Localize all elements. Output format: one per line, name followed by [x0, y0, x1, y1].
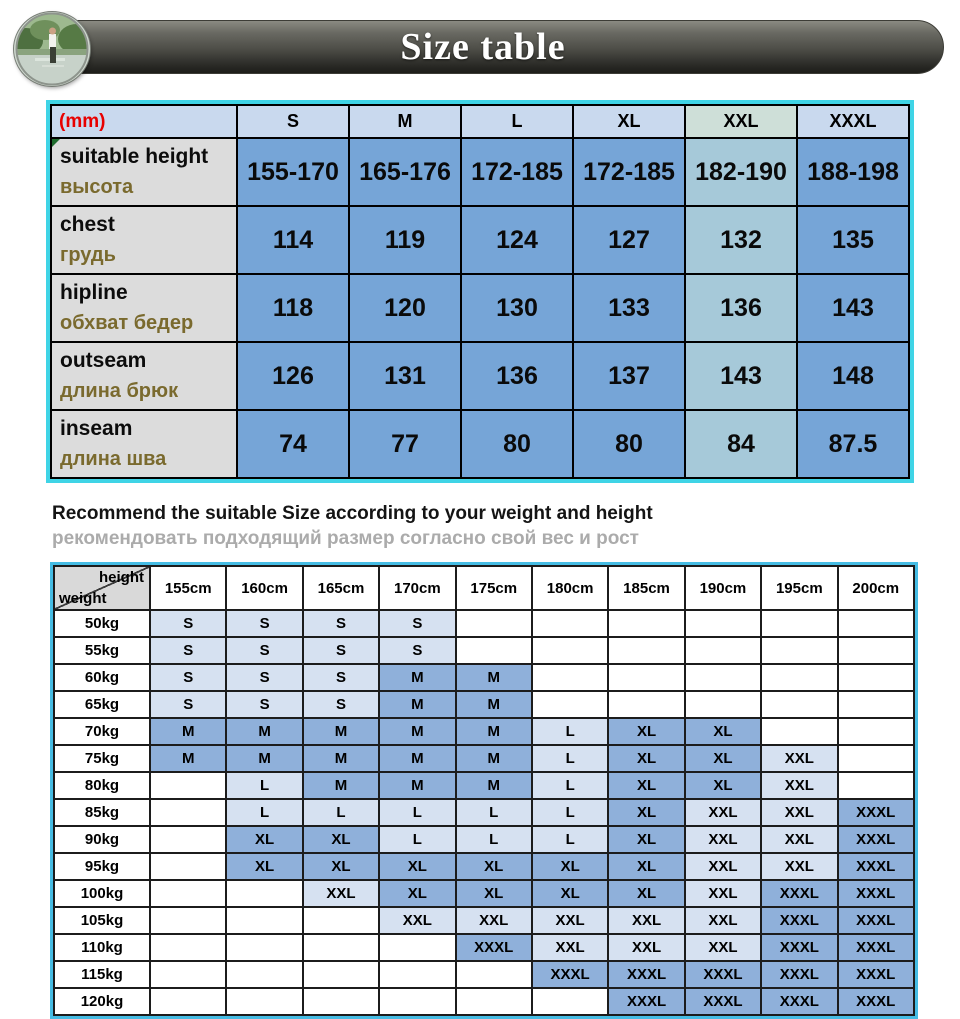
- fit-size-cell: M: [379, 664, 455, 691]
- size-value-cell: 188-198: [797, 138, 909, 206]
- fit-size-cell: XXL: [685, 826, 761, 853]
- fit-size-cell: L: [532, 718, 608, 745]
- fit-empty-cell: [150, 988, 226, 1015]
- fit-size-cell: XL: [532, 853, 608, 880]
- fit-size-cell: L: [379, 826, 455, 853]
- size-value-cell: 182-190: [685, 138, 797, 206]
- fit-size-cell: XL: [608, 799, 684, 826]
- size-column-header-xxxl: XXXL: [797, 105, 909, 138]
- fit-empty-cell: [150, 880, 226, 907]
- fit-size-cell: XXL: [761, 745, 837, 772]
- fit-size-cell: M: [379, 718, 455, 745]
- weight-row-header-60kg: 60kg: [54, 664, 150, 691]
- fit-empty-cell: [532, 664, 608, 691]
- fit-size-cell: S: [303, 664, 379, 691]
- fit-size-cell: XXXL: [838, 988, 914, 1015]
- fit-size-cell: XXL: [532, 934, 608, 961]
- fit-size-cell: M: [303, 772, 379, 799]
- recommend-text-ru: рекомендовать подходящий размер согласно свой вес и рост: [52, 528, 639, 549]
- fit-size-cell: XL: [226, 853, 302, 880]
- fit-empty-cell: [150, 907, 226, 934]
- size-column-header-xxl: XXL: [685, 105, 797, 138]
- fit-size-cell: M: [456, 718, 532, 745]
- fit-size-cell: XXXL: [838, 934, 914, 961]
- fit-row: [54, 880, 914, 907]
- fit-size-cell: L: [226, 772, 302, 799]
- corner-label-weight: weight: [59, 590, 107, 607]
- fit-empty-cell: [838, 745, 914, 772]
- fit-size-cell: XL: [379, 880, 455, 907]
- weight-row-header-110kg: 110kg: [54, 934, 150, 961]
- size-value-cell: 80: [461, 410, 573, 478]
- weight-row-header-85kg: 85kg: [54, 799, 150, 826]
- fit-size-cell: XL: [685, 745, 761, 772]
- weight-row-header-90kg: 90kg: [54, 826, 150, 853]
- size-value-cell: 148: [797, 342, 909, 410]
- fit-size-cell: S: [226, 664, 302, 691]
- corner-label-height: height: [99, 569, 144, 586]
- fit-size-cell: XXXL: [761, 934, 837, 961]
- size-value-cell: 127: [573, 206, 685, 274]
- measurement-label-en: suitable height: [60, 145, 209, 169]
- recommend-text-en: Recommend the suitable Size according to your weight and height: [52, 503, 653, 524]
- fit-row: [54, 664, 914, 691]
- size-value-cell: 132: [685, 206, 797, 274]
- fit-empty-cell: [761, 664, 837, 691]
- fit-size-cell: S: [150, 637, 226, 664]
- weight-row-header-65kg: 65kg: [54, 691, 150, 718]
- size-value-cell: 114: [237, 206, 349, 274]
- size-value-cell: 124: [461, 206, 573, 274]
- fit-size-cell: XXL: [685, 934, 761, 961]
- weight-row-header-95kg: 95kg: [54, 853, 150, 880]
- nature-photo-icon: [14, 12, 90, 86]
- fit-size-cell: XXL: [685, 799, 761, 826]
- fit-empty-cell: [150, 772, 226, 799]
- fit-size-cell: XL: [608, 718, 684, 745]
- fit-size-cell: L: [532, 745, 608, 772]
- fit-row: [54, 610, 914, 637]
- size-value-cell: 136: [461, 342, 573, 410]
- measurement-row: [51, 342, 909, 410]
- weight-row-header-120kg: 120kg: [54, 988, 150, 1015]
- size-value-cell: 136: [685, 274, 797, 342]
- size-value-cell: 172-185: [461, 138, 573, 206]
- size-column-header-s: S: [237, 105, 349, 138]
- fit-size-cell: XL: [532, 880, 608, 907]
- height-column-header-200cm: 200cm: [838, 566, 914, 610]
- fit-empty-cell: [838, 772, 914, 799]
- fit-size-cell: S: [226, 637, 302, 664]
- fit-empty-cell: [608, 637, 684, 664]
- fit-empty-cell: [379, 988, 455, 1015]
- fit-size-cell: XXL: [608, 907, 684, 934]
- fit-empty-cell: [226, 907, 302, 934]
- fit-size-cell: M: [150, 718, 226, 745]
- size-value-cell: 126: [237, 342, 349, 410]
- fit-size-cell: XXL: [761, 799, 837, 826]
- fit-size-cell: XL: [608, 853, 684, 880]
- fit-size-cell: XXL: [685, 907, 761, 934]
- size-value-cell: 131: [349, 342, 461, 410]
- fit-empty-cell: [532, 691, 608, 718]
- fit-size-cell: XL: [226, 826, 302, 853]
- page-title: Size table: [400, 26, 566, 68]
- fit-size-cell: XXXL: [838, 799, 914, 826]
- fit-size-cell: S: [303, 610, 379, 637]
- fit-size-cell: XXXL: [761, 880, 837, 907]
- unit-label: (mm): [51, 105, 237, 138]
- fit-empty-cell: [379, 961, 455, 988]
- height-column-header-185cm: 185cm: [608, 566, 684, 610]
- fit-size-cell: M: [226, 745, 302, 772]
- fit-size-cell: S: [379, 637, 455, 664]
- fit-empty-cell: [608, 664, 684, 691]
- fit-size-cell: XXXL: [685, 961, 761, 988]
- fit-size-cell: M: [379, 745, 455, 772]
- fit-size-cell: XL: [608, 745, 684, 772]
- measurement-label: [51, 206, 237, 274]
- fit-size-cell: XXXL: [685, 988, 761, 1015]
- fit-row: [54, 907, 914, 934]
- fit-size-cell: XXXL: [456, 934, 532, 961]
- garment-size-table: [50, 104, 910, 479]
- fit-size-cell: XXXL: [761, 988, 837, 1015]
- fit-size-cell: XXL: [456, 907, 532, 934]
- fit-size-cell: M: [379, 691, 455, 718]
- height-column-header-155cm: 155cm: [150, 566, 226, 610]
- fit-empty-cell: [303, 934, 379, 961]
- weight-row-header-75kg: 75kg: [54, 745, 150, 772]
- measurement-label: [51, 342, 237, 410]
- measurement-label-en: chest: [60, 213, 115, 237]
- measurement-label-ru: обхват бедер: [60, 311, 194, 334]
- fit-size-cell: M: [456, 772, 532, 799]
- fit-empty-cell: [761, 637, 837, 664]
- fit-empty-cell: [532, 610, 608, 637]
- fit-matrix-frame: [50, 562, 918, 1019]
- fit-size-cell: S: [226, 610, 302, 637]
- fit-size-cell: XXXL: [761, 907, 837, 934]
- size-value-cell: 172-185: [573, 138, 685, 206]
- size-value-cell: 74: [237, 410, 349, 478]
- fit-empty-cell: [150, 934, 226, 961]
- fit-size-cell: XXL: [685, 853, 761, 880]
- fit-size-cell: S: [150, 610, 226, 637]
- fit-size-cell: XL: [456, 853, 532, 880]
- fit-size-cell: XXL: [532, 907, 608, 934]
- size-value-cell: 133: [573, 274, 685, 342]
- size-value-cell: 87.5: [797, 410, 909, 478]
- fit-row: [54, 637, 914, 664]
- fit-size-cell: XL: [608, 826, 684, 853]
- fit-size-cell: XXXL: [761, 961, 837, 988]
- fit-row: [54, 799, 914, 826]
- measurement-label: [51, 138, 237, 206]
- fit-size-cell: XL: [608, 772, 684, 799]
- fit-size-cell: XL: [456, 880, 532, 907]
- size-value-cell: 135: [797, 206, 909, 274]
- fit-size-cell: XXL: [685, 880, 761, 907]
- fit-empty-cell: [226, 961, 302, 988]
- measurement-label-ru: грудь: [60, 243, 116, 266]
- weight-height-fit-table: [53, 565, 915, 1016]
- fit-row: [54, 826, 914, 853]
- fit-empty-cell: [685, 691, 761, 718]
- measurement-row: [51, 138, 909, 206]
- fit-row: [54, 691, 914, 718]
- fit-size-cell: XXL: [303, 880, 379, 907]
- fit-empty-cell: [456, 961, 532, 988]
- size-value-cell: 165-176: [349, 138, 461, 206]
- size-value-cell: 130: [461, 274, 573, 342]
- fit-empty-cell: [532, 988, 608, 1015]
- fit-size-cell: M: [379, 772, 455, 799]
- size-value-cell: 118: [237, 274, 349, 342]
- fit-size-cell: XL: [685, 772, 761, 799]
- measurement-row: [51, 274, 909, 342]
- fit-empty-cell: [150, 961, 226, 988]
- fit-size-cell: M: [303, 718, 379, 745]
- measurement-label-ru: длина шва: [60, 447, 167, 470]
- fit-size-cell: L: [226, 799, 302, 826]
- height-column-header-160cm: 160cm: [226, 566, 302, 610]
- fit-empty-cell: [303, 907, 379, 934]
- fit-size-cell: S: [303, 691, 379, 718]
- weight-row-header-100kg: 100kg: [54, 880, 150, 907]
- fit-row: [54, 718, 914, 745]
- measurement-row: [51, 206, 909, 274]
- height-column-header-180cm: 180cm: [532, 566, 608, 610]
- fit-size-cell: XL: [303, 853, 379, 880]
- measurement-label: [51, 274, 237, 342]
- fit-size-cell: S: [150, 664, 226, 691]
- fit-empty-cell: [150, 826, 226, 853]
- fit-empty-cell: [685, 637, 761, 664]
- fit-size-cell: M: [303, 745, 379, 772]
- fit-size-cell: L: [532, 826, 608, 853]
- size-column-header-xl: XL: [573, 105, 685, 138]
- fit-empty-cell: [150, 799, 226, 826]
- measurement-row: [51, 410, 909, 478]
- fit-size-cell: XXL: [761, 853, 837, 880]
- fit-size-cell: XXXL: [838, 853, 914, 880]
- fit-size-cell: XXXL: [838, 907, 914, 934]
- measurement-label-en: outseam: [60, 349, 147, 373]
- height-column-header-175cm: 175cm: [456, 566, 532, 610]
- size-value-cell: 77: [349, 410, 461, 478]
- size-value-cell: 80: [573, 410, 685, 478]
- page-header: [0, 0, 960, 92]
- weight-row-header-50kg: 50kg: [54, 610, 150, 637]
- fit-empty-cell: [608, 610, 684, 637]
- fit-header-row: [54, 566, 914, 610]
- fit-size-cell: S: [379, 610, 455, 637]
- fit-empty-cell: [838, 610, 914, 637]
- weight-row-header-70kg: 70kg: [54, 718, 150, 745]
- fit-empty-cell: [608, 691, 684, 718]
- fit-empty-cell: [226, 880, 302, 907]
- fit-row: [54, 772, 914, 799]
- measurement-label-en: hipline: [60, 281, 128, 305]
- fit-size-cell: XXXL: [838, 880, 914, 907]
- height-column-header-170cm: 170cm: [379, 566, 455, 610]
- fit-empty-cell: [685, 664, 761, 691]
- fit-empty-cell: [838, 664, 914, 691]
- fit-size-cell: XXXL: [838, 826, 914, 853]
- size-value-cell: 84: [685, 410, 797, 478]
- size-value-cell: 143: [685, 342, 797, 410]
- fit-size-cell: XL: [608, 880, 684, 907]
- fit-size-cell: L: [379, 799, 455, 826]
- fit-size-cell: L: [303, 799, 379, 826]
- fit-empty-cell: [456, 610, 532, 637]
- fit-empty-cell: [456, 988, 532, 1015]
- fit-empty-cell: [303, 988, 379, 1015]
- fit-empty-cell: [685, 610, 761, 637]
- fit-size-cell: M: [456, 691, 532, 718]
- size-value-cell: 155-170: [237, 138, 349, 206]
- fit-empty-cell: [838, 718, 914, 745]
- fit-size-cell: XXL: [379, 907, 455, 934]
- fit-empty-cell: [761, 718, 837, 745]
- fit-row: [54, 853, 914, 880]
- fit-empty-cell: [456, 637, 532, 664]
- fit-size-cell: XXL: [761, 826, 837, 853]
- size-header-row: [51, 105, 909, 138]
- fit-size-cell: XXXL: [608, 988, 684, 1015]
- size-column-header-m: M: [349, 105, 461, 138]
- fit-size-cell: L: [456, 799, 532, 826]
- fit-size-cell: M: [150, 745, 226, 772]
- fit-size-cell: M: [456, 664, 532, 691]
- size-table-frame: [46, 100, 914, 483]
- fit-size-cell: L: [456, 826, 532, 853]
- fit-empty-cell: [761, 691, 837, 718]
- fit-row: [54, 745, 914, 772]
- height-column-header-165cm: 165cm: [303, 566, 379, 610]
- measurement-label-en: inseam: [60, 417, 133, 441]
- size-value-cell: 120: [349, 274, 461, 342]
- fit-row: [54, 961, 914, 988]
- size-value-cell: 137: [573, 342, 685, 410]
- fit-size-cell: M: [226, 718, 302, 745]
- fit-size-cell: XXL: [761, 772, 837, 799]
- size-value-cell: 143: [797, 274, 909, 342]
- fit-empty-cell: [226, 988, 302, 1015]
- fit-empty-cell: [226, 934, 302, 961]
- fit-size-cell: XL: [303, 826, 379, 853]
- fit-size-cell: M: [456, 745, 532, 772]
- header-banner: [22, 20, 944, 74]
- fit-size-cell: L: [532, 772, 608, 799]
- fit-row: [54, 934, 914, 961]
- fit-size-cell: XL: [379, 853, 455, 880]
- fit-empty-cell: [379, 934, 455, 961]
- height-weight-corner-cell: [54, 566, 150, 610]
- fit-empty-cell: [303, 961, 379, 988]
- fit-size-cell: XXXL: [608, 961, 684, 988]
- fit-size-cell: XXXL: [532, 961, 608, 988]
- fit-size-cell: S: [226, 691, 302, 718]
- fit-size-cell: S: [303, 637, 379, 664]
- weight-row-header-80kg: 80kg: [54, 772, 150, 799]
- fit-size-cell: XXL: [608, 934, 684, 961]
- fit-size-cell: XL: [685, 718, 761, 745]
- fit-size-cell: L: [532, 799, 608, 826]
- measurement-label: [51, 410, 237, 478]
- weight-row-header-105kg: 105kg: [54, 907, 150, 934]
- weight-row-header-55kg: 55kg: [54, 637, 150, 664]
- fit-empty-cell: [532, 637, 608, 664]
- weight-row-header-115kg: 115kg: [54, 961, 150, 988]
- recommend-note: [52, 503, 960, 550]
- measurement-label-ru: длина брюк: [60, 379, 179, 402]
- size-column-header-l: L: [461, 105, 573, 138]
- fit-size-cell: S: [150, 691, 226, 718]
- height-column-header-195cm: 195cm: [761, 566, 837, 610]
- fit-empty-cell: [150, 853, 226, 880]
- brand-photo-logo: [14, 12, 90, 86]
- measurement-label-ru: высота: [60, 175, 134, 198]
- fit-row: [54, 988, 914, 1015]
- fit-size-cell: XXXL: [838, 961, 914, 988]
- size-value-cell: 119: [349, 206, 461, 274]
- fit-empty-cell: [761, 610, 837, 637]
- height-column-header-190cm: 190cm: [685, 566, 761, 610]
- fit-empty-cell: [838, 691, 914, 718]
- fit-empty-cell: [838, 637, 914, 664]
